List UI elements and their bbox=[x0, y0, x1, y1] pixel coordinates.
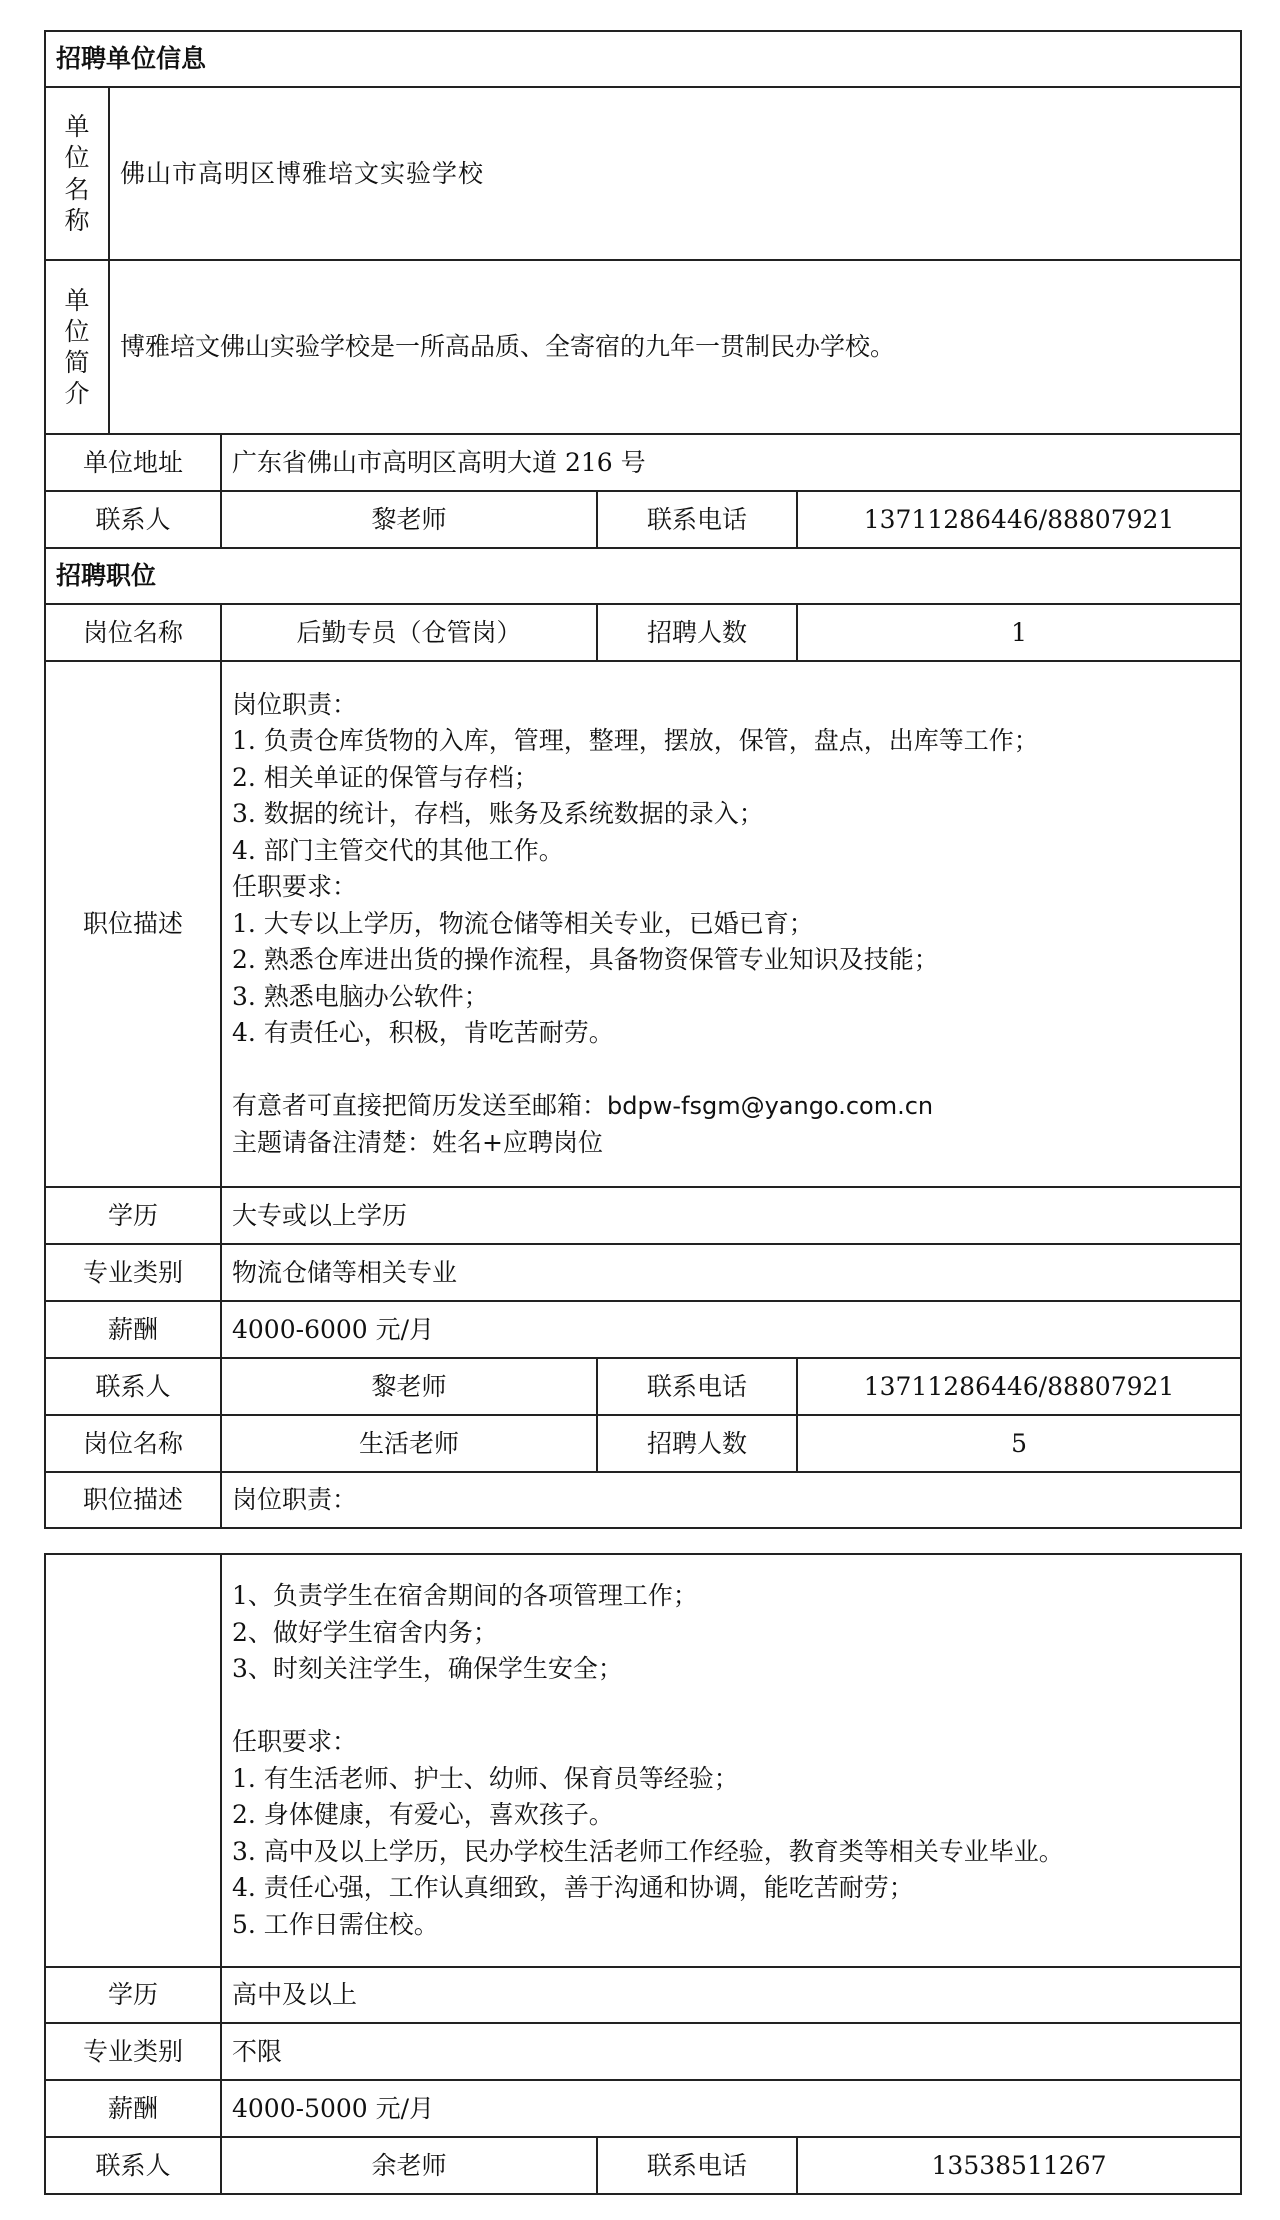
position1-name: 后勤专员（仓管岗） bbox=[221, 604, 597, 661]
position2-requirement-line: 1. 有生活老师、护士、幼师、保育员等经验； bbox=[232, 1763, 739, 1793]
email-line bbox=[232, 1088, 1230, 1125]
position2-count: 5 bbox=[797, 1415, 1241, 1472]
position2-requirements bbox=[232, 1724, 1230, 1943]
position2-contact: 余老师 bbox=[221, 2137, 597, 2194]
position2-name: 生活老师 bbox=[221, 1415, 597, 1472]
recruitment-table-page-1 bbox=[44, 30, 1242, 1529]
position2-requirement-line: 任职要求： bbox=[232, 1727, 358, 1756]
position2-requirement-line: 4. 责任心强，工作认真细致，善于沟通和协调，能吃苦耐劳； bbox=[232, 1873, 914, 1902]
position1-salary-label: 薪酬 bbox=[45, 1301, 221, 1358]
position1-desc-label: 职位描述 bbox=[45, 661, 221, 1187]
position2-name-label: 岗位名称 bbox=[45, 1415, 221, 1472]
position2-major-label: 专业类别 bbox=[45, 2023, 221, 2080]
section-company-heading: 招聘单位信息 bbox=[45, 31, 1241, 87]
position1-desc-line: 3. 数据的统计，存档，账务及系统数据的录入； bbox=[232, 799, 764, 829]
position1-desc-line: 岗位职责： bbox=[232, 689, 358, 719]
position2-duty-line: 2、做好学生宿舍内务； bbox=[232, 1617, 498, 1647]
position1-edu-label: 学历 bbox=[45, 1187, 221, 1244]
position2-desc-label: 职位描述 bbox=[45, 1472, 221, 1528]
position2-requirement-line: 2. 身体健康，有爱心，喜欢孩子。 bbox=[232, 1800, 614, 1829]
position1-desc-line: 任职要求： bbox=[232, 872, 358, 902]
position1-phone-label: 联系电话 bbox=[597, 1358, 797, 1415]
address-label: 单位地址 bbox=[45, 434, 221, 491]
position1-major: 物流仓储等相关专业 bbox=[221, 1244, 1241, 1301]
position2-contact-label: 联系人 bbox=[45, 2137, 221, 2194]
position2-description bbox=[221, 1554, 1241, 1967]
position1-desc-line: 3. 熟悉电脑办公软件； bbox=[232, 981, 489, 1011]
position2-requirement-line: 5. 工作日需住校。 bbox=[232, 1909, 439, 1939]
unit-intro-label: 单 位 简 介 bbox=[45, 260, 109, 434]
email-address: bdpw-fsgm@yango.com.cn bbox=[607, 1092, 934, 1121]
section-positions-heading: 招聘职位 bbox=[45, 548, 1241, 604]
contact-person: 黎老师 bbox=[221, 491, 597, 548]
position1-contact-label: 联系人 bbox=[45, 1358, 221, 1415]
contact-phone-label: 联系电话 bbox=[597, 491, 797, 548]
contact-person-label: 联系人 bbox=[45, 491, 221, 548]
position1-desc-line: 2. 熟悉仓库进出货的操作流程，具备物资保管专业知识及技能； bbox=[232, 945, 939, 975]
position2-duty-line: 1、负责学生在宿舍期间的各项管理工作； bbox=[232, 1581, 698, 1610]
unit-name: 佛山市高明区博雅培文实验学校 bbox=[109, 87, 1241, 260]
position1-desc-lines bbox=[232, 687, 1230, 1052]
position1-desc-line: 4. 有责任心，积极，肯吃苦耐劳。 bbox=[232, 1018, 614, 1048]
address: 广东省佛山市高明区高明大道 216 号 bbox=[221, 434, 1241, 491]
position2-duty-line: 3、时刻关注学生，确保学生安全； bbox=[232, 1654, 623, 1683]
recruitment-table-page-2 bbox=[44, 1553, 1242, 2195]
position1-edu: 大专或以上学历 bbox=[221, 1187, 1241, 1244]
unit-name-label: 单 位 名 称 bbox=[45, 87, 109, 260]
position1-count: 1 bbox=[797, 604, 1241, 661]
position1-major-label: 专业类别 bbox=[45, 1244, 221, 1301]
position2-phone-label: 联系电话 bbox=[597, 2137, 797, 2194]
position1-contact: 黎老师 bbox=[221, 1358, 597, 1415]
position2-duties bbox=[232, 1578, 1230, 1688]
position2-desc-first: 岗位职责： bbox=[221, 1472, 1241, 1528]
position1-name-label: 岗位名称 bbox=[45, 604, 221, 661]
position1-desc-line: 1. 大专以上学历，物流仓储等相关专业，已婚已育； bbox=[232, 908, 814, 938]
position1-salary: 4000-6000 元/月 bbox=[221, 1301, 1241, 1358]
position2-edu-label: 学历 bbox=[45, 1967, 221, 2023]
subject-note: 主题请备注清楚：姓名+应聘岗位 bbox=[232, 1127, 603, 1157]
position1-desc-line: 1. 负责仓库货物的入库，管理，整理，摆放，保管，盘点，出库等工作； bbox=[232, 726, 1039, 756]
position2-edu: 高中及以上 bbox=[221, 1967, 1241, 2023]
position1-phone: 13711286446/88807921 bbox=[797, 1358, 1241, 1415]
position2-salary: 4000-5000 元/月 bbox=[221, 2080, 1241, 2137]
position1-count-label: 招聘人数 bbox=[597, 604, 797, 661]
position2-major: 不限 bbox=[221, 2023, 1241, 2080]
unit-intro: 博雅培文佛山实验学校是一所高品质、全寄宿的九年一贯制民办学校。 bbox=[109, 260, 1241, 434]
position1-desc-line: 4. 部门主管交代的其他工作。 bbox=[232, 835, 564, 865]
contact-phone: 13711286446/88807921 bbox=[797, 491, 1241, 548]
position2-count-label: 招聘人数 bbox=[597, 1415, 797, 1472]
position2-requirement-line: 3. 高中及以上学历，民办学校生活老师工作经验，教育类等相关专业毕业。 bbox=[232, 1836, 1064, 1866]
position1-desc-line: 2. 相关单证的保管与存档； bbox=[232, 762, 539, 792]
position2-salary-label: 薪酬 bbox=[45, 2080, 221, 2137]
email-prefix: 有意者可直接把简历发送至邮箱： bbox=[232, 1091, 608, 1121]
position2-phone: 13538511267 bbox=[797, 2137, 1241, 2194]
position2-desc-continued-label bbox=[45, 1554, 221, 1967]
position1-description bbox=[221, 661, 1241, 1187]
